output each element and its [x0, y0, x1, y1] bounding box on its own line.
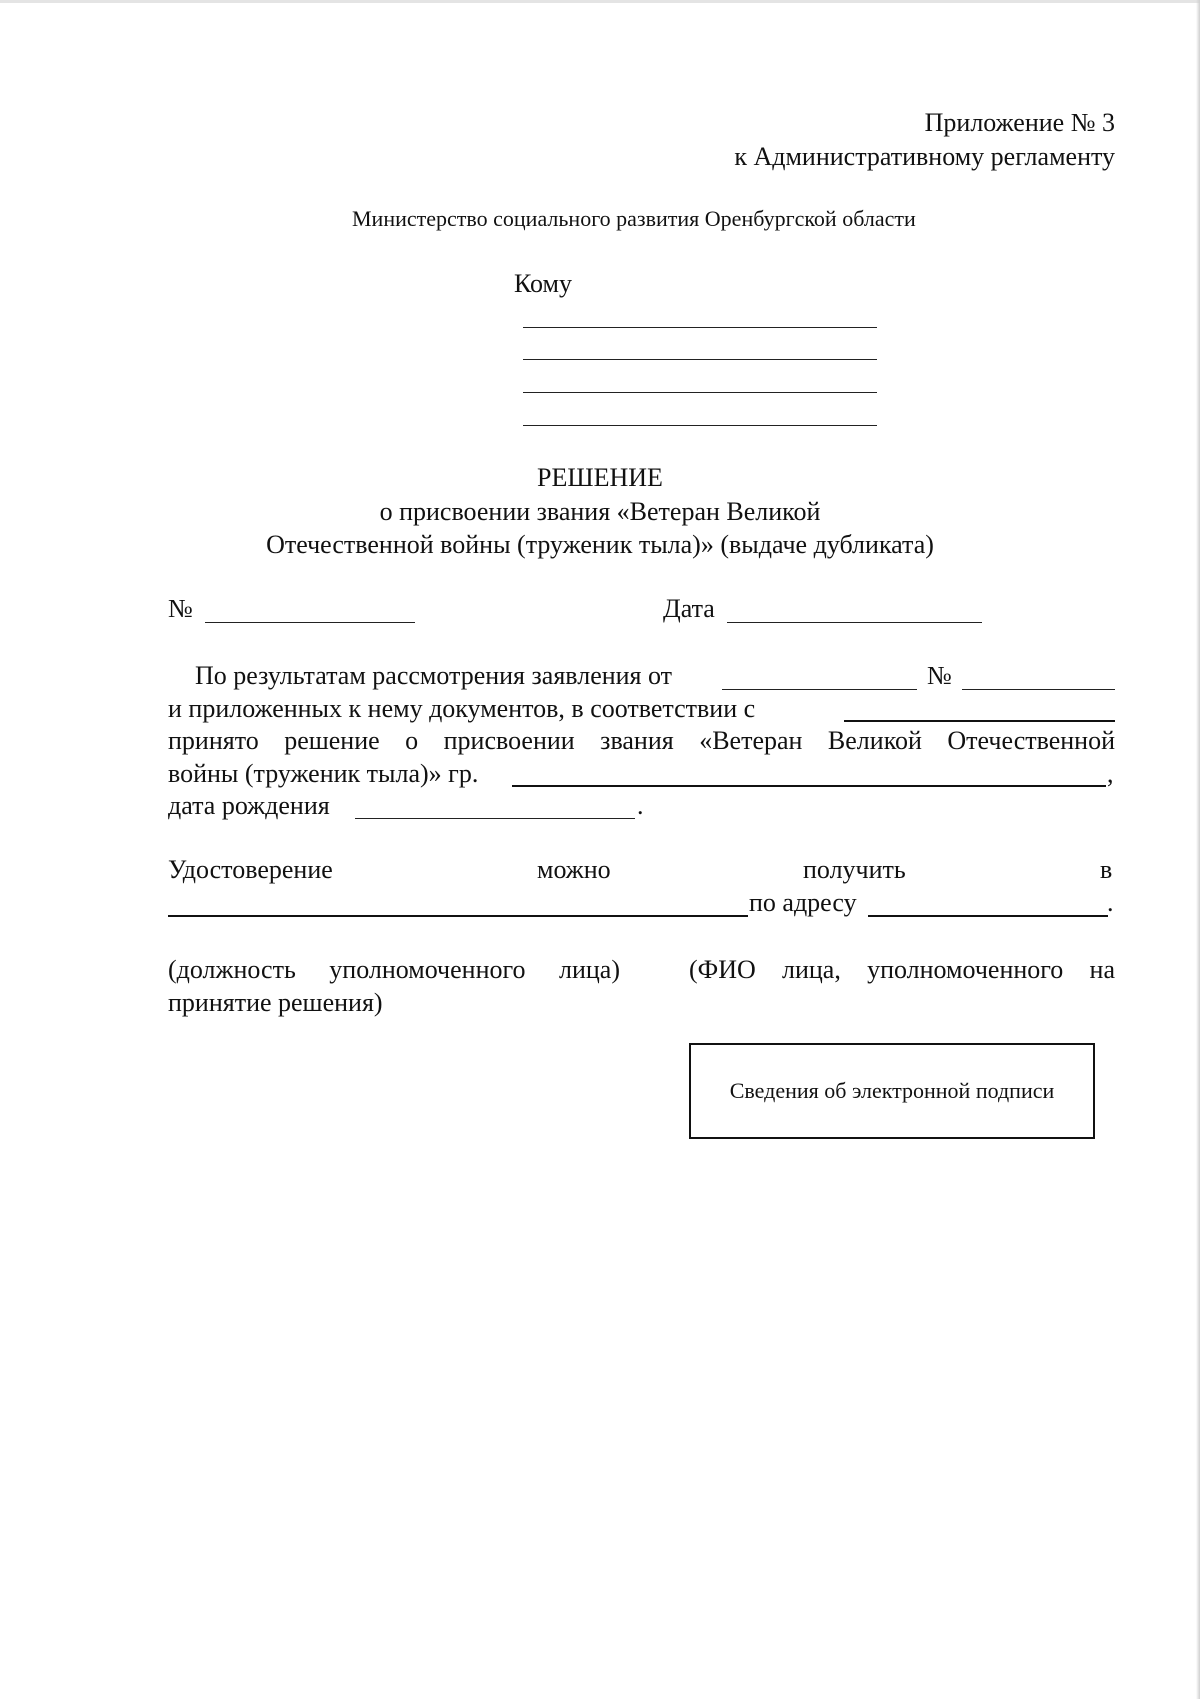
official-fio-label: (ФИО лица, уполномоченного на	[689, 955, 1115, 984]
ministry-name: Министерство социального развития Оренбургской области	[352, 206, 916, 231]
application-number-label: №	[927, 661, 952, 690]
appendix-line-2: к Административному регламенту	[734, 142, 1115, 171]
recipient-line-4	[523, 425, 877, 426]
electronic-signature-box	[689, 1043, 1095, 1139]
decision-date-line	[727, 622, 982, 623]
application-number-line	[962, 689, 1115, 690]
body-line-4-end: ,	[1107, 759, 1114, 788]
legal-basis-line	[844, 720, 1115, 722]
appendix-line-1: Приложение № 3	[924, 108, 1115, 137]
document-title-line-1: о присвоении звания «Ветеран Великой	[379, 497, 821, 526]
decision-number-label: №	[168, 594, 193, 623]
official-position-label-2: принятие решения)	[168, 988, 383, 1017]
citizen-name-line	[512, 785, 1106, 787]
body-line-1: По результатам рассмотрения заявления от	[195, 661, 673, 690]
recipient-line-1	[523, 327, 877, 328]
body-line-5-end: .	[637, 791, 644, 820]
body-line-5: дата рождения	[168, 791, 330, 820]
address-line	[868, 915, 1108, 917]
address-label: по адресу	[749, 888, 857, 917]
issuing-authority-line	[168, 915, 748, 917]
body-line-4: войны (труженик тыла)» гр.	[168, 759, 479, 788]
recipient-label: Кому	[514, 269, 573, 298]
electronic-signature-label: Сведения об электронной подписи	[729, 1078, 1055, 1103]
certificate-word-2: можно	[537, 855, 611, 884]
birth-date-line	[355, 818, 635, 819]
document-heading: РЕШЕНИЕ	[537, 463, 663, 492]
official-position-label: (должность уполномоченного лица)	[168, 955, 620, 984]
decision-date-label: Дата	[663, 594, 715, 623]
decision-number-line	[205, 622, 415, 623]
address-end: .	[1107, 888, 1114, 917]
certificate-word-3: получить	[803, 855, 906, 884]
scan-right-edge	[1196, 0, 1200, 1699]
certificate-word-4: в	[1100, 855, 1113, 884]
application-date-line	[722, 689, 917, 690]
body-line-2: и приложенных к нему документов, в соответствии с	[168, 694, 756, 723]
document-title-line-2: Отечественной войны (труженик тыла)» (выдаче дубликата)	[266, 530, 934, 559]
recipient-line-3	[523, 392, 877, 393]
recipient-line-2	[523, 359, 877, 360]
scan-top-shadow	[0, 0, 1200, 3]
body-line-3: принято решение о присвоении звания «Ветеран Великой Отечественной	[168, 726, 1115, 755]
certificate-word-1: Удостоверение	[168, 855, 333, 884]
